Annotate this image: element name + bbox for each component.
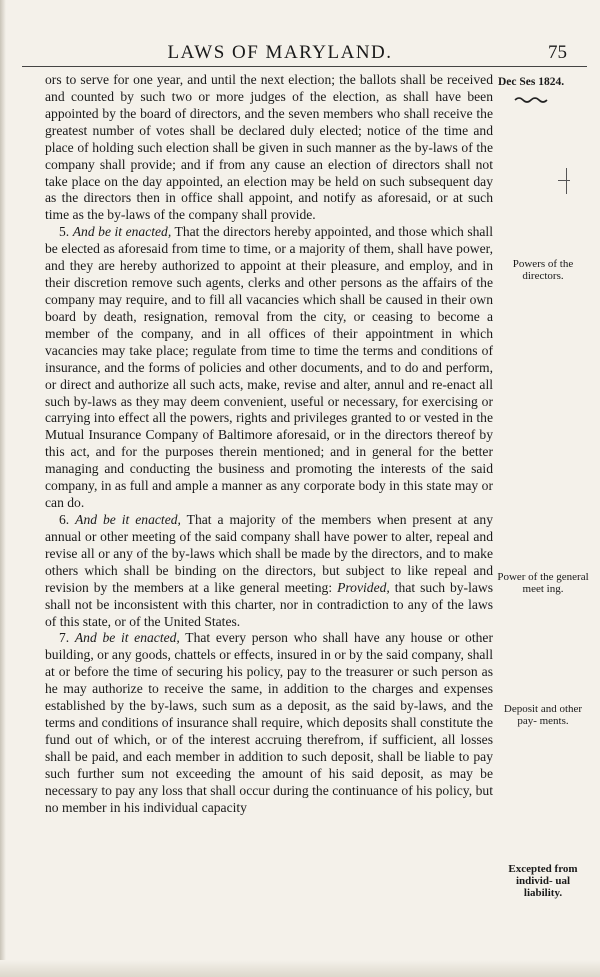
margin-note-excepted-liability: Excepted from individ- ual liability. [508,863,578,899]
enacting-clause: And be it enacted, [74,630,180,646]
page-shadow-left [0,0,6,977]
section-6 [45,512,493,630]
header-rule [22,66,587,67]
margin-note-deposit-payments: Deposit and other pay- ments. [503,703,583,727]
section-text: That every person who shall have any house or other building, or any goods, chattels or effects, insured in or by the said company, shall at or before the time of securing his policy, pay to the treasurer or such person as he may authorize to receive the same, in addition to the charges and expenses established by the by-laws, such sum as a deposit, as the said by-laws, and the terms and conditions of insurance shall require, which deposits shall constitute the fund out of which, or of the interest accruing therefrom, if sufficient, all losses shall be paid, and each member in addition to such deposit, shall be liable to pay such further sum not exceeding the amount of his said deposit, as may be necessary to pay any loss that shall occur during the continuance of his policy, but no member in his individual capacity [45,630,493,815]
body-text [45,72,493,817]
margin-note-powers-of-directors: Powers of the directors. [512,258,574,282]
section-text: That a majority of the members when present at any annual or other meeting of the said company shall have power to alter, repeal and revise all or any of the by-laws which shall be made by the directors, and to make others which shall be binding on the directors, but subject to like repeal and revision by the members at a like general meeting: [45,511,494,595]
proviso-word: Provided, [337,579,390,595]
section-number: 6. [59,511,70,527]
paragraph-election: ors to serve for one year, and until the next election; the ballots shall be received and counted by such two or more judges of the election, as shall have been appointed by the board of directors, and the seven members who shall receive the greatest number of votes shall be declared duly elected; notice of the time and place of holding such election shall be given in such manner as the by-laws of the company shall provide; and if from any cause an election of directors shall not take place on the day appointed, an election may be held on such subsequent day as the directors then in office shall appoint, and notify as aforesaid, or at such time as the by-laws of the company shall provide. [45,72,493,223]
section-number: 7. [59,630,70,646]
enacting-clause: And be it enacted, [72,224,172,240]
stray-ink-mark [566,168,567,194]
margin-note-power-general-meeting: Power of the general meet ing. [497,571,589,595]
section-number: 5. [59,224,70,240]
enacting-clause: And be it enacted, [75,511,181,527]
section-text: that such by-laws shall not be inconsistent with this charter, nor in contradiction to any of the laws of this state, or of the United States. [45,579,494,629]
stray-ink-mark [558,180,570,181]
running-head: LAWS OF MARYLAND. [167,42,393,63]
section-text: That the directors hereby appointed, and those which shall be elected as aforesaid from time to time, or a majority of them, shall have power, and they are hereby authorized to appoint at their pleasure, and employ, and in their discretion remove such agents, clerks and other persons as the affairs of the company may require, and to fill all vacancies which shall be caused in their own board by death, resignation, removal from the city, or ceasing to become a member of the company, and in all offices of their appointment in which vacancies may take place; regulate from time to time the terms and conditions of insurance, and the forms of policies and other documents, and to do and perform, or direct and authorize all such acts, make, revise and alter, annul and re-enact all such by-laws as they may deem convenient, useful or necessary, for exercising or carrying into effect all the powers, rights and privileges granted to or vested in the Mutual Insurance Company of Baltimore aforesaid, or in the directors thereof by this act, and for the purposes therein mentioned; and in general for the better managing and conducting the business and promoting the interests of the said company, in as full and ample a manner as any corporate body in this state may or can do. [45,224,493,511]
margin-dateline: Dec Ses 1824. [498,76,565,88]
section-5 [45,224,493,512]
section-7 [45,630,493,816]
page-shadow-bottom [0,960,600,977]
page-number: 75 [548,42,567,63]
ink-squiggle-mark [514,95,548,105]
